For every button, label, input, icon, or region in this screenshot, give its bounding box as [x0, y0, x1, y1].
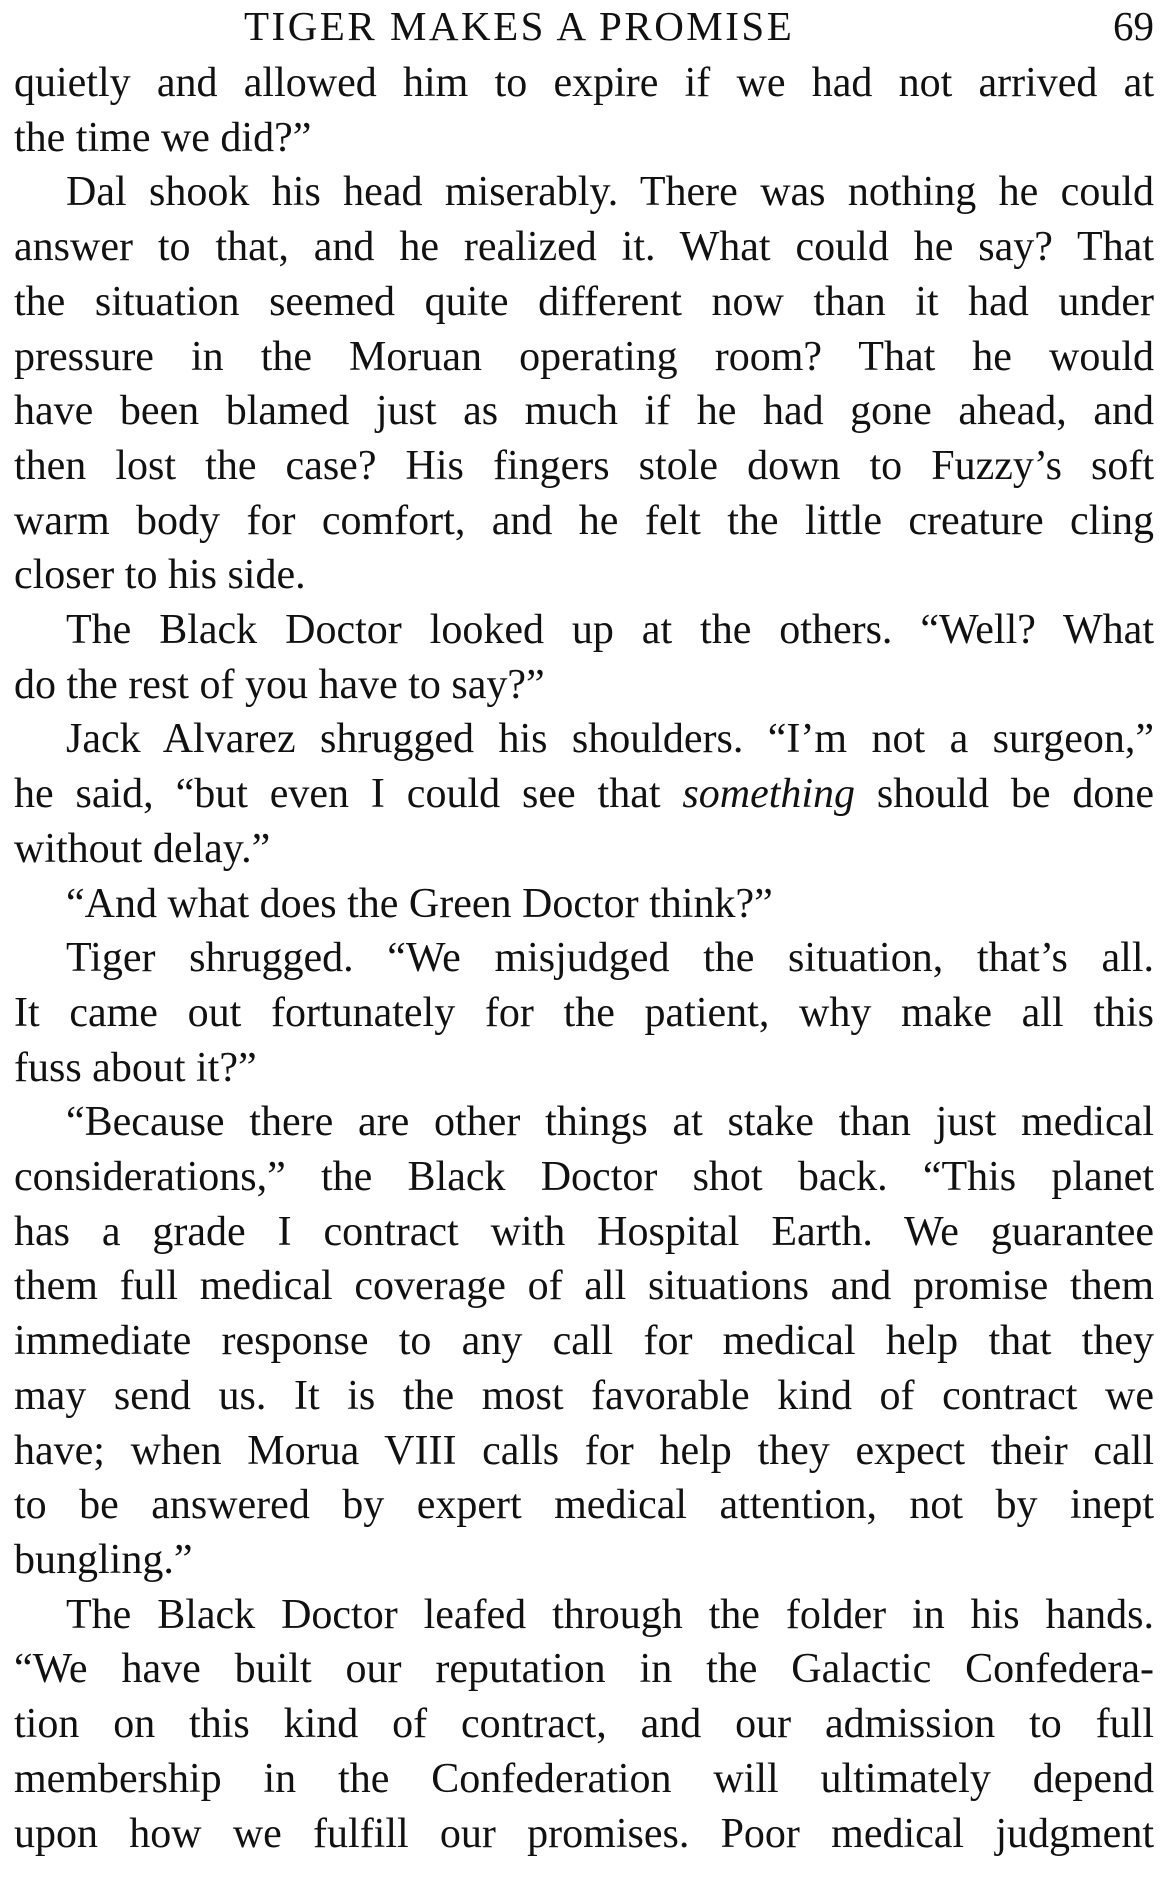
text-line: the time we did?”	[14, 114, 312, 161]
text-line: Tiger shrugged. “We misjudged the situation, that’s all.	[66, 935, 1154, 982]
text-line: has a grade I contract with Hospital Earth. We guarantee	[14, 1208, 1154, 1255]
text-line: immediate response to any call for medical help that they	[14, 1318, 1154, 1365]
text-line: membership in the Confederation will ultimately depend	[14, 1755, 1154, 1802]
text-line: have been blamed just as much if he had gone ahead, and	[14, 388, 1154, 435]
running-title: TIGER MAKES A PROMISE	[244, 3, 795, 49]
text-line: to be answered by expert medical attention, not by inept	[14, 1482, 1154, 1529]
text-line: upon how we fulfill our promises. Poor medical judgment	[14, 1810, 1154, 1857]
text-line: pressure in the Moruan operating room? That he would	[14, 333, 1154, 380]
text-line: “And what does the Green Doctor think?”	[66, 880, 773, 927]
text-line: the situation seemed quite different now than it had under	[14, 278, 1154, 325]
text-line: “Because there are other things at stake than just medical	[66, 1099, 1154, 1146]
text-line: quietly and allowed him to expire if we had not arrived at	[14, 60, 1154, 106]
text-line: Jack Alvarez shrugged his shoulders. “I’m not a surgeon,”	[66, 716, 1154, 763]
text-line: closer to his side.	[14, 552, 306, 599]
text-line: warm body for comfort, and he felt the little creature cling	[14, 497, 1154, 544]
text-line	[14, 767, 1154, 822]
text-line: without delay.”	[14, 825, 271, 872]
text-line: bungling.”	[14, 1536, 193, 1583]
text-line: them full medical coverage of all situations and promise them	[14, 1263, 1154, 1310]
page-number: 69	[1113, 3, 1154, 49]
text-line: “We have built our reputation in the Galactic Confedera-	[14, 1646, 1154, 1693]
text-line: considerations,” the Black Doctor shot back. “This planet	[14, 1154, 1154, 1201]
text-line: have; when Morua VIII calls for help they expect their call	[14, 1427, 1154, 1474]
text-line: The Black Doctor looked up at the others. “Well? What	[66, 607, 1154, 654]
text-line: It came out fortunately for the patient, why make all this	[14, 989, 1154, 1036]
text-line: do the rest of you have to say?”	[14, 661, 545, 708]
body-text	[14, 56, 1154, 1861]
emphasized-word: something	[682, 771, 856, 818]
text-fragment: should be done	[855, 771, 1155, 818]
text-line: The Black Doctor leafed through the folder in his hands.	[66, 1591, 1154, 1638]
text-line: may send us. It is the most favorable kind of contract we	[14, 1372, 1154, 1419]
running-head	[14, 0, 1154, 52]
text-line: fuss about it?”	[14, 1044, 257, 1091]
text-line: answer to that, and he realized it. What could he say? That	[14, 224, 1154, 271]
text-line: then lost the case? His fingers stole down to Fuzzy’s soft	[14, 442, 1154, 489]
text-line: Dal shook his head miserably. There was nothing he could	[66, 169, 1154, 216]
text-line: tion on this kind of contract, and our admission to full	[14, 1701, 1154, 1748]
text-fragment: he said, “but even I could see that	[14, 771, 683, 818]
